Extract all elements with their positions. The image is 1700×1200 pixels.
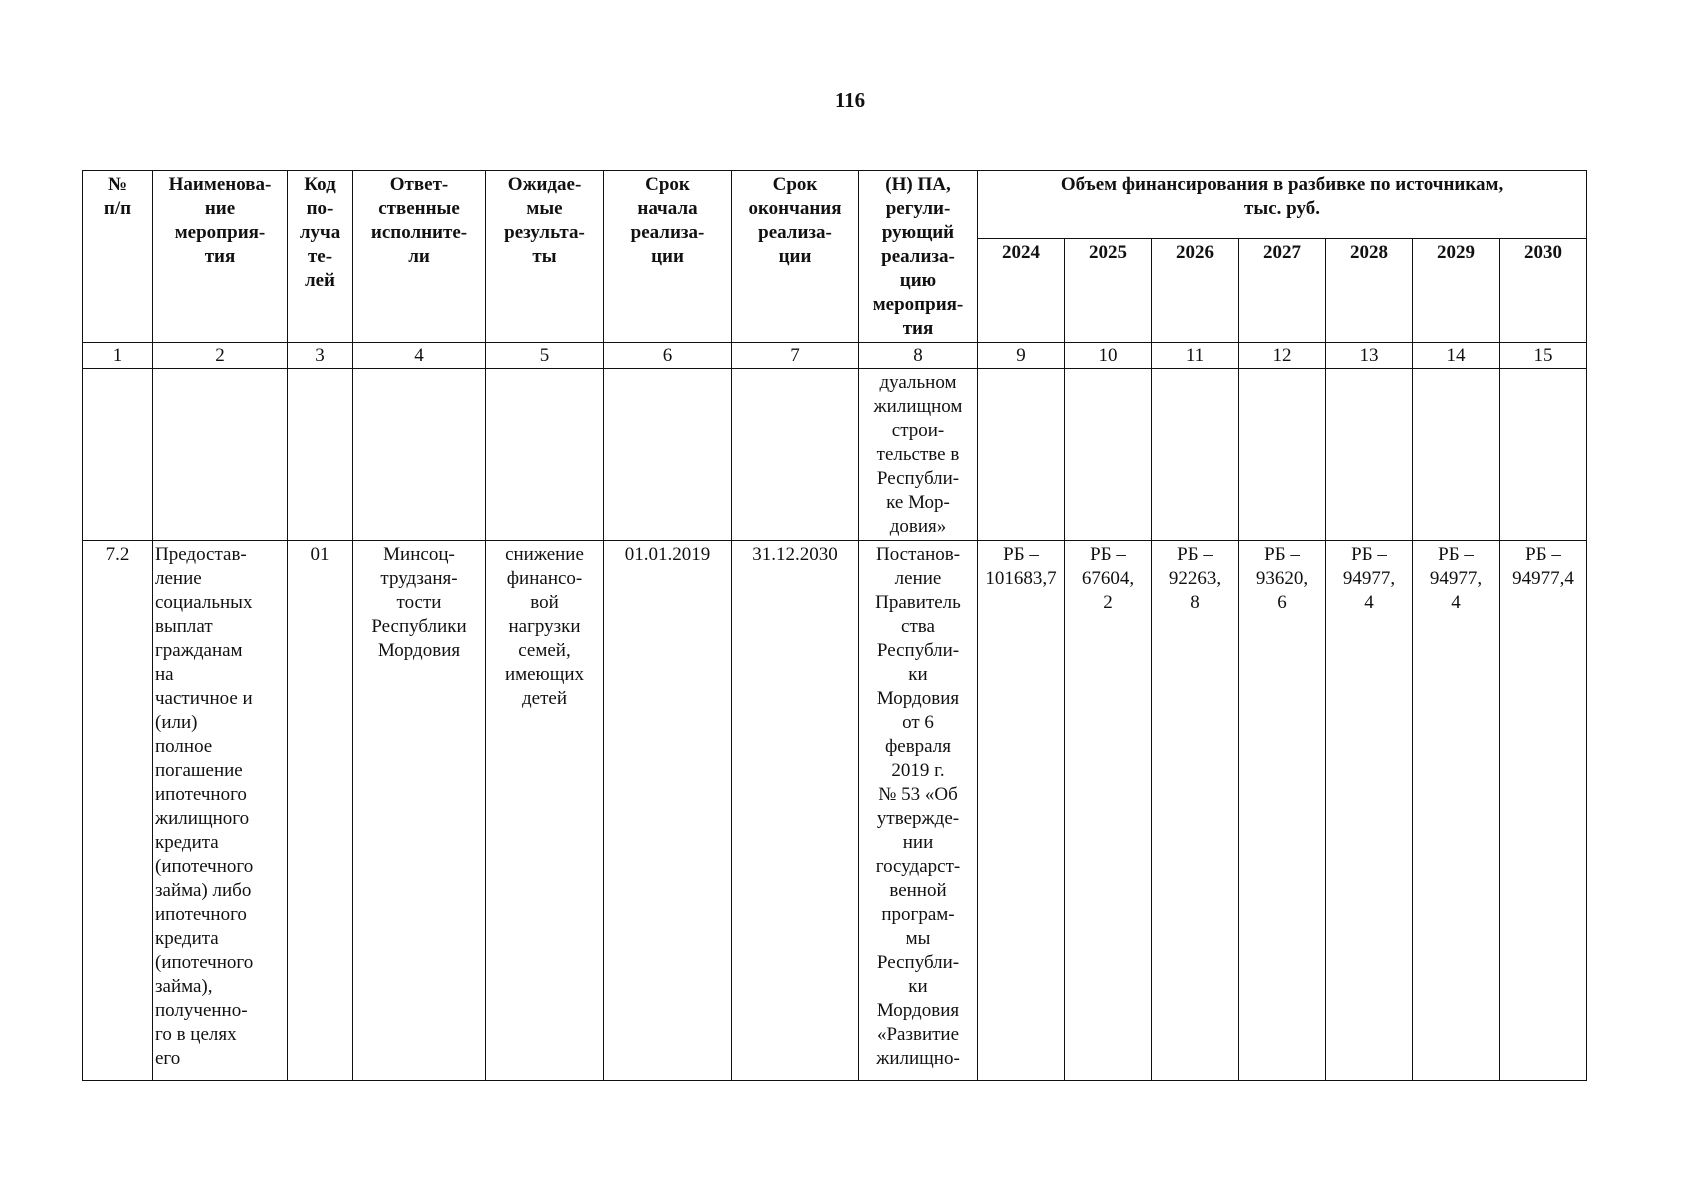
legal-act: Постанов- ление Правитель ства Республи- ки Мордовия от 6 февраля 2019 г. № 53 «Об утвержде- нии государст- венной програм- мы Республи- ки Мордовия «Развитие жилищно- xyxy=(859,541,978,1081)
header-year: 2025 xyxy=(1065,239,1152,343)
column-number: 3 xyxy=(288,343,353,369)
header-year: 2028 xyxy=(1326,239,1413,343)
empty-cell xyxy=(1326,369,1413,541)
source-label: РБ – xyxy=(1438,544,1474,565)
legal-act-continuation: дуальном жилищном строи- тельстве в Республи- ке Мор- довия» xyxy=(859,369,978,541)
empty-cell xyxy=(353,369,486,541)
header-year: 2030 xyxy=(1500,239,1587,343)
source-label: РБ – xyxy=(1525,544,1561,565)
header-executors: Ответ- ственные исполните- ли xyxy=(353,171,486,343)
column-number: 15 xyxy=(1500,343,1587,369)
continuation-row xyxy=(83,369,1587,541)
column-number: 5 xyxy=(486,343,604,369)
empty-cell xyxy=(486,369,604,541)
column-number: 4 xyxy=(353,343,486,369)
empty-cell xyxy=(604,369,732,541)
column-number: 13 xyxy=(1326,343,1413,369)
column-number: 1 xyxy=(83,343,153,369)
recipient-code: 01 xyxy=(288,541,353,1081)
empty-cell xyxy=(83,369,153,541)
column-number: 9 xyxy=(978,343,1065,369)
empty-cell xyxy=(1152,369,1239,541)
header-year: 2024 xyxy=(978,239,1065,343)
column-number: 2 xyxy=(153,343,288,369)
header-legal-act: (Н) ПА, регули- рующий реализа- цию мероприя- тия xyxy=(859,171,978,343)
column-number: 11 xyxy=(1152,343,1239,369)
end-date: 31.12.2030 xyxy=(732,541,859,1081)
financing-2029 xyxy=(1413,541,1500,1081)
source-label: РБ – xyxy=(1351,544,1387,565)
header-recipient-code: Код по- луча те- лей xyxy=(288,171,353,343)
event-name: Предостав- ление социальных выплат гражданам на частичное и (или) полное погашение ипотечного жилищного кредита (ипотечного займа) либо ипотечного кредита (ипотечного займа), полученно- го в целях его xyxy=(153,541,288,1081)
header-start-date: Срок начала реализа- ции xyxy=(604,171,732,343)
source-label: РБ – xyxy=(1177,544,1213,565)
column-number: 8 xyxy=(859,343,978,369)
source-label: РБ – xyxy=(1003,544,1039,565)
column-numbers-row xyxy=(83,343,1587,369)
table-row xyxy=(83,541,1587,1081)
header-year: 2027 xyxy=(1239,239,1326,343)
header-number: № п/п xyxy=(83,171,153,343)
financing-2024 xyxy=(978,541,1065,1081)
empty-cell xyxy=(1239,369,1326,541)
executors: Минсоц- трудзаня- тости Республики Мордовия xyxy=(353,541,486,1081)
amount: 94977,4 xyxy=(1512,568,1574,589)
financing-2030 xyxy=(1500,541,1587,1081)
header-row xyxy=(83,171,1587,239)
header-event-name: Наименова- ние мероприя- тия xyxy=(153,171,288,343)
header-expected-results: Ожидае- мые результа- ты xyxy=(486,171,604,343)
page-number: 116 xyxy=(834,88,866,112)
financing-2028 xyxy=(1326,541,1413,1081)
amount: 67604, 2 xyxy=(1081,568,1135,613)
column-number: 12 xyxy=(1239,343,1326,369)
expected-results: снижение финансо- вой нагрузки семей, имеющих детей xyxy=(486,541,604,1081)
row-number: 7.2 xyxy=(83,541,153,1081)
header-end-date: Срок окончания реализа- ции xyxy=(732,171,859,343)
source-label: РБ – xyxy=(1090,544,1126,565)
column-number: 14 xyxy=(1413,343,1500,369)
header-year: 2026 xyxy=(1152,239,1239,343)
empty-cell xyxy=(1065,369,1152,541)
empty-cell xyxy=(1500,369,1587,541)
amount: 94977, 4 xyxy=(1342,568,1396,613)
financing-table xyxy=(82,170,1587,1081)
amount: 94977, 4 xyxy=(1429,568,1483,613)
financing-2025 xyxy=(1065,541,1152,1081)
header-financing: Объем финансирования в разбивке по источникам, тыс. руб. xyxy=(978,171,1587,239)
financing-2027 xyxy=(1239,541,1326,1081)
start-date: 01.01.2019 xyxy=(604,541,732,1081)
empty-cell xyxy=(1413,369,1500,541)
column-number: 7 xyxy=(732,343,859,369)
amount: 101683,7 xyxy=(985,568,1057,589)
column-number: 6 xyxy=(604,343,732,369)
empty-cell xyxy=(732,369,859,541)
amount: 93620, 6 xyxy=(1255,568,1309,613)
amount: 92263, 8 xyxy=(1168,568,1222,613)
column-number: 10 xyxy=(1065,343,1152,369)
financing-2026 xyxy=(1152,541,1239,1081)
empty-cell xyxy=(978,369,1065,541)
empty-cell xyxy=(288,369,353,541)
source-label: РБ – xyxy=(1264,544,1300,565)
empty-cell xyxy=(153,369,288,541)
header-year: 2029 xyxy=(1413,239,1500,343)
